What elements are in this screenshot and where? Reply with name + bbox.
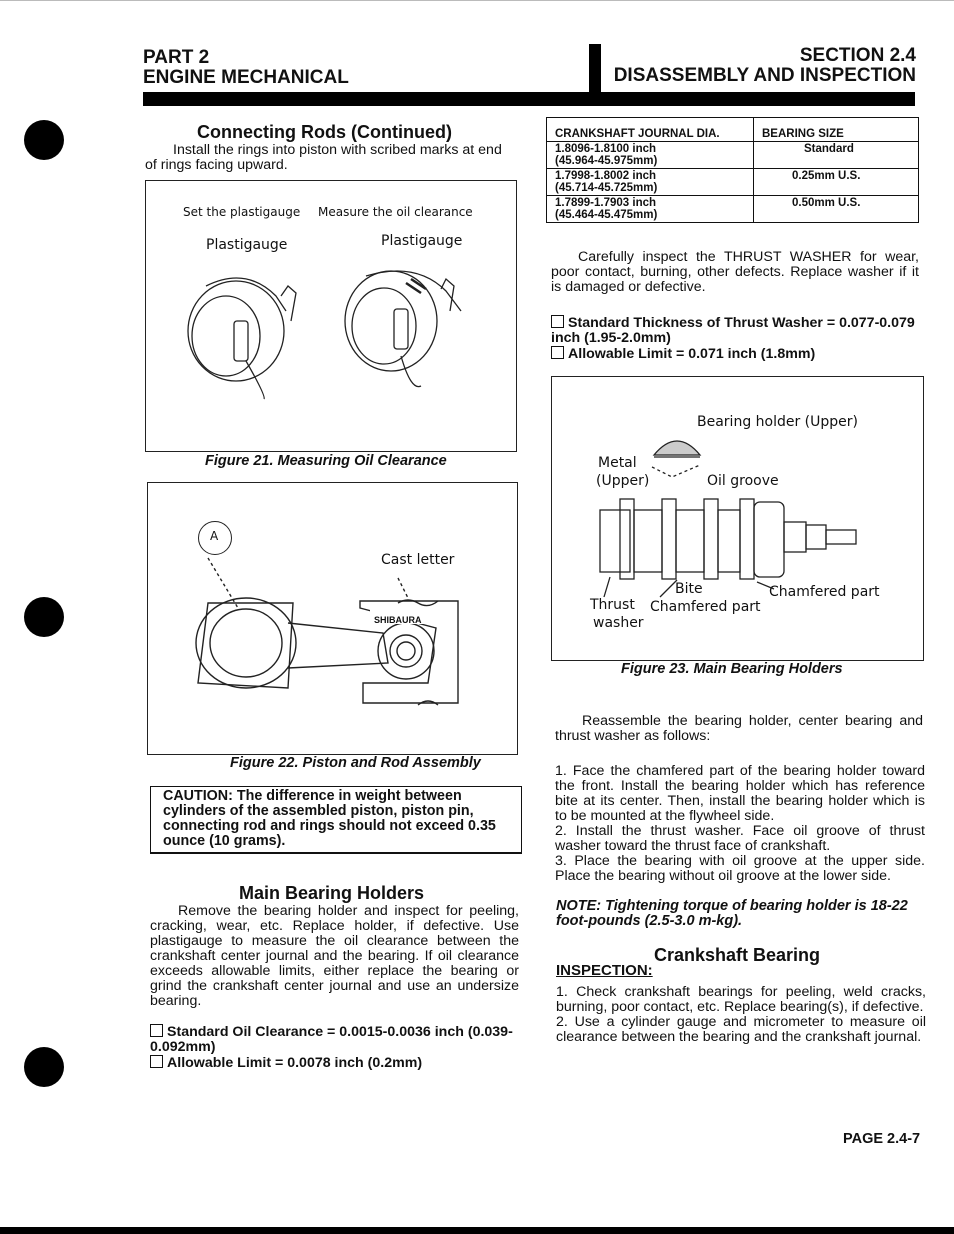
figure-23 — [551, 376, 924, 661]
connecting-rods-text: Install the rings into piston with scribed marks at end of rings facing upward. — [145, 142, 502, 173]
thrust-limit-row — [551, 346, 921, 362]
table-row — [547, 142, 919, 169]
main-bearing-block — [150, 883, 519, 1071]
checkbox-icon — [551, 315, 564, 328]
torque-note: NOTE: Tightening torque of bearing holder is 18-22 foot-pounds (2.5-3.0 m-kg). — [556, 898, 908, 929]
part-number: PART 2 — [143, 47, 210, 68]
reassembly-steps — [555, 764, 925, 884]
connecting-rods-block — [145, 122, 515, 173]
inspection-heading: INSPECTION: — [556, 962, 653, 979]
bottom-rule — [0, 1227, 954, 1234]
crankshaft-illustration — [146, 181, 516, 451]
binder-hole-bottom — [24, 1047, 64, 1087]
inspection-step-2: 2. Use a cylinder gauge and micrometer to measure oil clearance between the bearing and the crankshaft journal. — [556, 1014, 926, 1045]
label-a: A — [210, 529, 219, 543]
crankshaft-bearing-heading: Crankshaft Bearing — [654, 945, 821, 965]
fig21-label-plastigauge-1: Plastigauge — [206, 237, 288, 253]
label-metal: Metal — [598, 455, 637, 471]
thrust-washer-text: Carefully inspect the THRUST WASHER for wear, poor contact, burning, other defects. Replace washer if it is damaged or defective. — [551, 249, 919, 295]
row1-inch: 1.8096-1.8100 inch — [555, 143, 657, 155]
oil-clearance-spec — [150, 1024, 519, 1055]
label-thrust: Thrust — [590, 597, 635, 613]
label-bite: Bite — [675, 581, 703, 597]
section-header — [614, 46, 916, 86]
reassemble-text: Reassemble the bearing holder, center bearing and thrust washer as follows: — [555, 713, 923, 744]
label-chamfered-2: Chamfered part — [650, 599, 761, 615]
fig21-label-plastigauge-2: Plastigauge — [381, 233, 463, 249]
part-title: ENGINE MECHANICAL — [143, 67, 349, 88]
step-3: 3. Place the bearing with oil groove at the upper side. Place the bearing without oil groove at the lower side. — [555, 853, 925, 884]
row2-mm: (45.714-45.725mm) — [555, 182, 658, 194]
main-bearing-heading: Main Bearing Holders — [239, 883, 425, 903]
figure-22 — [147, 482, 518, 755]
figure-23-caption: Figure 23. Main Bearing Holders — [621, 661, 843, 677]
header-bar — [143, 92, 915, 106]
thrust-standard: Standard Thickness of Thrust Washer = 0.077-0.079 inch (1.95-2.0mm) — [551, 315, 915, 346]
main-bearing-text: Remove the bearing holder and inspect for peeling, cracking, wear, etc. Replace holder, if defective. Use plastigauge to measure the oil clearance between the crankshaft center journal and the bearing. If oil clearance exceeds allowable limits, either replace the bearing or grind the crankshaft center journal and use an undersize bearing. — [150, 903, 519, 1009]
inspection-step-1: 1. Check crankshaft bearings for peeling, weld cracks, burning, poor contact, etc. Replace bearing(s), if defective. — [556, 984, 926, 1015]
section-number: SECTION 2.4 — [799, 45, 916, 66]
top-rule — [0, 0, 954, 1]
row1-size: Standard — [754, 142, 919, 169]
caution-box: CAUTION: The difference in weight between cylinders of the assembled piston, piston pin, connecting rod and rings should not exceed 0.35 ounce (10 grams). — [150, 786, 522, 854]
inspection-steps — [556, 985, 926, 1045]
thrust-spec — [551, 315, 921, 362]
page-number: PAGE 2.4-7 — [843, 1131, 921, 1147]
row3-inch: 1.7899-1.7903 inch — [555, 197, 657, 209]
fig21-label-measure: Measure the oil clearance — [318, 205, 473, 219]
table-header-dia: CRANKSHAFT JOURNAL DIA. — [547, 118, 754, 142]
binder-hole-top — [24, 120, 64, 160]
row2-size: 0.25mm U.S. — [754, 169, 919, 196]
bearing-size-table — [546, 117, 919, 223]
label-washer: washer — [593, 615, 644, 631]
fig21-label-set: Set the plastigauge — [183, 205, 301, 219]
thrust-standard-row — [551, 315, 921, 346]
figure-21 — [145, 180, 517, 452]
oil-clearance-standard: Standard Oil Clearance = 0.0015-0.0036 inch (0.039-0.092mm) — [150, 1024, 513, 1055]
row2-inch: 1.7998-1.8002 inch — [555, 170, 657, 182]
section-title: DISASSEMBLY AND INSPECTION — [613, 65, 916, 86]
label-upper: (Upper) — [596, 473, 650, 489]
bearing-size-table-wrap — [546, 117, 919, 223]
crankshaft-bearing-illustration — [552, 377, 923, 660]
oil-clearance-allowable: Allowable Limit = 0.0078 inch (0.2mm) — [167, 1055, 423, 1071]
row3-size: 0.50mm U.S. — [754, 196, 919, 223]
connecting-rod-illustration — [148, 483, 517, 754]
label-oil-groove: Oil groove — [707, 473, 779, 489]
step-2: 2. Install the thrust washer. Face oil groove of thrust washer toward the thrust face of crankshaft. — [555, 823, 925, 854]
binder-hole-middle — [24, 597, 64, 637]
table-header-row — [547, 118, 919, 142]
figure-21-caption: Figure 21. Measuring Oil Clearance — [205, 453, 447, 469]
shibaura-stamp: SHIBAURA — [374, 615, 422, 625]
thrust-limit: Allowable Limit = 0.071 inch (1.8mm) — [568, 346, 816, 362]
figure-22-caption: Figure 22. Piston and Rod Assembly — [230, 755, 481, 771]
label-cast-letter: Cast letter — [381, 552, 455, 568]
checkbox-icon — [551, 346, 564, 359]
row1-mm: (45.964-45.975mm) — [555, 155, 658, 167]
oil-clearance-limit — [150, 1055, 519, 1071]
table-row — [547, 169, 919, 196]
table-row — [547, 196, 919, 223]
connecting-rods-heading: Connecting Rods (Continued) — [197, 122, 452, 142]
table-header-size: BEARING SIZE — [754, 118, 919, 142]
label-bearing-holder: Bearing holder (Upper) — [697, 414, 858, 430]
checkbox-icon — [150, 1024, 163, 1037]
part-header — [143, 48, 349, 88]
label-chamfered-1: Chamfered part — [769, 584, 880, 600]
row3-mm: (45.464-45.475mm) — [555, 209, 658, 221]
checkbox-icon — [150, 1055, 163, 1068]
step-1: 1. Face the chamfered part of the bearing holder toward the front. Install the bearing holder which has reference bite at its center. Then, install the bearing holder which is to be mounted at the flywheel side. — [555, 763, 925, 824]
